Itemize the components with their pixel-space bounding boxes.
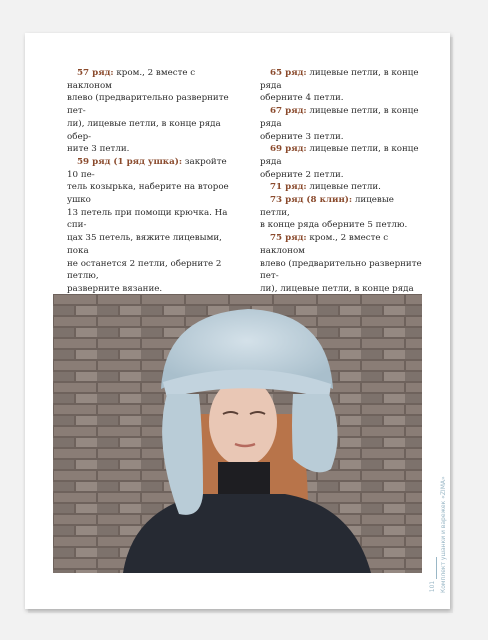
instruction-paragraph [67,156,235,296]
instruction-paragraph [260,194,425,232]
instruction-line: лицевые петли. [309,182,381,193]
instruction-line: оберните 4 петли. [260,93,344,104]
instruction-line: не останется 2 петли, оберните 2 петлю, [67,258,222,282]
photo-illustration [53,294,422,573]
row-label: 65 ряд: [270,68,307,78]
instruction-line: влево (предварительно разверните пет- [67,93,229,117]
side-caption-text: Комплект ушанки и варежек «ZIMA» [440,476,447,593]
side-divider [436,557,437,579]
instruction-paragraph [260,67,425,105]
instruction-line: ните 3 петли. [67,144,130,155]
page-number: 101 [429,580,437,593]
instruction-line: ли), лицевые петли, в конце ряда [260,283,414,294]
instruction-line: закройте 10 пе- [67,156,227,180]
instruction-paragraph [260,143,425,181]
instruction-line: лицевые петли, [260,195,394,218]
book-page [25,33,450,609]
row-label: 57 ряд: [77,68,114,78]
instruction-paragraph [260,181,425,194]
row-label: 67 ряд: [270,106,307,117]
instruction-line: тель козырька, наберите на второе ушко [67,182,229,206]
instruction-line: оберните 2 петли. [260,169,344,180]
instruction-line: лицевые петли, в конце ряда [260,106,419,129]
instruction-line: 13 петель при помощи крючка. На спи- [67,207,228,231]
row-label: 73 ряд (8 клин): [270,195,353,206]
instruction-paragraph [260,105,425,143]
instruction-line: крoм., 2 вместе с наклоном [260,233,389,256]
instruction-line: разверните вязание. [67,283,163,294]
instruction-line: в конце ряда оберните 5 петлю. [260,220,408,231]
instruction-line: цах 35 петель, вяжите лицевыми, пока [67,233,222,256]
row-label: 75 ряд: [270,233,307,244]
row-label: 59 ряд (1 ряд ушка): [77,156,183,167]
instruction-line: влево (предварительно разверните пет- [260,258,422,282]
instruction-paragraph [67,67,235,156]
instruction-line: лицевые петли, в конце ряда [260,68,419,91]
instruction-line: лицевые петли, в конце ряда [260,144,419,167]
instruction-line: оберните 3 петли. [260,131,344,142]
instruction-line: ли), лицевые петли, в конце ряда обер- [67,118,221,142]
row-label: 69 ряд: [270,144,307,155]
row-label: 71 ряд: [270,182,307,193]
side-caption [430,393,447,593]
instruction-line: крoм., 2 вместе с наклоном [67,68,196,91]
model-photo [53,294,422,573]
